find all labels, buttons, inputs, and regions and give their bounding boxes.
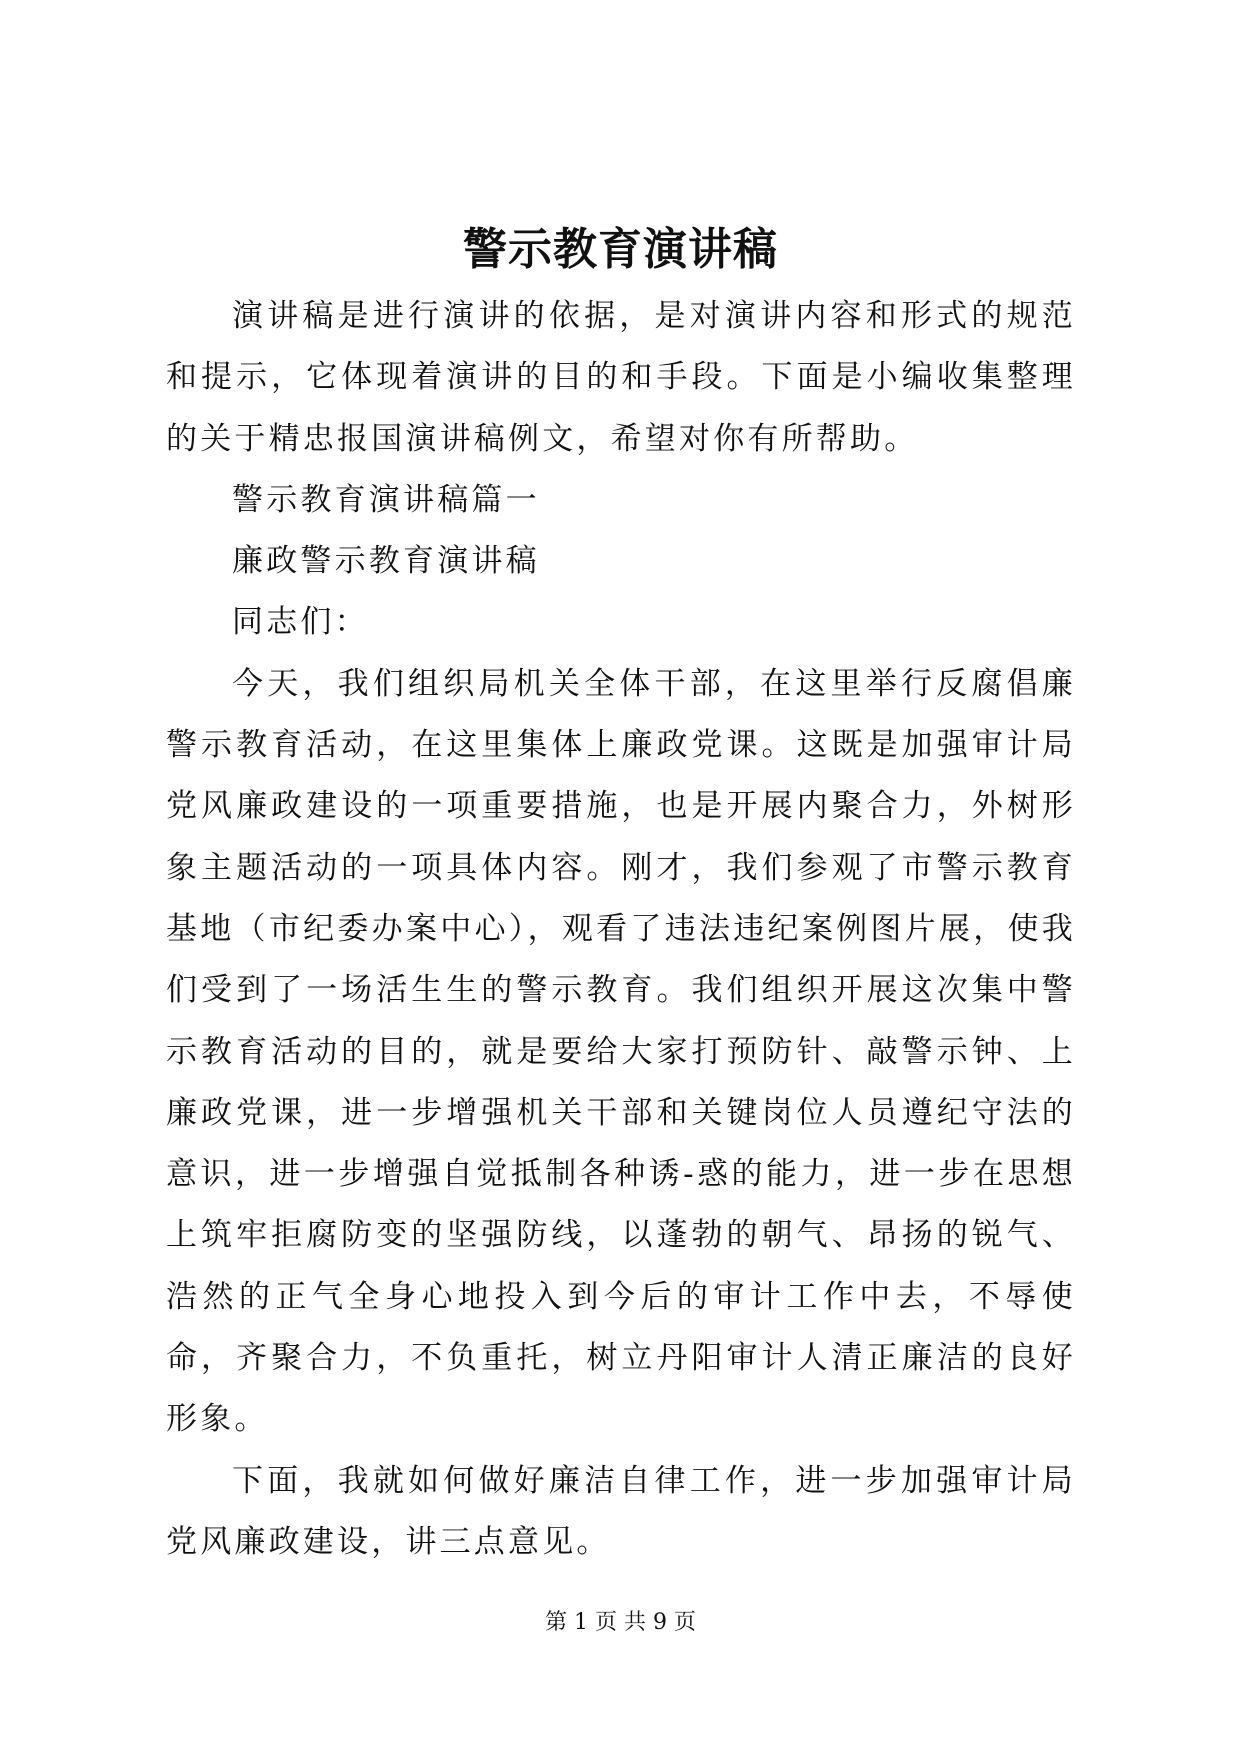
speech-title: 廉政警示教育演讲稿	[232, 543, 540, 580]
document-body	[166, 286, 1076, 1573]
document-title: 警示教育演讲稿	[463, 224, 778, 275]
page-footer: 第 1 页 共 9 页	[545, 1610, 696, 1635]
salutation: 同志们：	[232, 604, 369, 641]
body-paragraph: 下面，我就如何做好廉洁自律工作，进一步加强审计局党风廉政建设，讲三点意见。	[166, 1462, 1076, 1560]
section-heading: 警示教育演讲稿篇一	[232, 481, 540, 518]
body-paragraph: 今天，我们组织局机关全体干部，在这里举行反腐倡廉警示教育活动，在这里集体上廉政党课。这既是加强审计局党风廉政建设的一项重要措施，也是开展内聚合力，外树形象主题活动的一项具体内容。刚才，我们参观了市警示教育基地（市纪委办案中心），观看了违法违纪案例图片展，使我们受到了一场活生生的警示教育。我们组织开展这次集中警示教育活动的目的，就是要给大家打预防针、敲警示钟、上廉政党课，进一步增强机关干部和关键岗位人员遵纪守法的意识，进一步增强自觉抵制各种诱-惑的能力，进一步在思想上筑牢拒腐防变的坚强防线，以蓬勃的朝气、昂扬的锐气、浩然的正气全身心地投入到今后的审计工作中去，不辱使命，齐聚合力，不负重托，树立丹阳审计人清正廉洁的良好形象。	[166, 665, 1076, 1438]
intro-paragraph: 演讲稿是进行演讲的依据，是对演讲内容和形式的规范和提示，它体现着演讲的目的和手段。下面是小编收集整理的关于精忠报国演讲稿例文，希望对你有所帮助。	[166, 298, 1076, 457]
